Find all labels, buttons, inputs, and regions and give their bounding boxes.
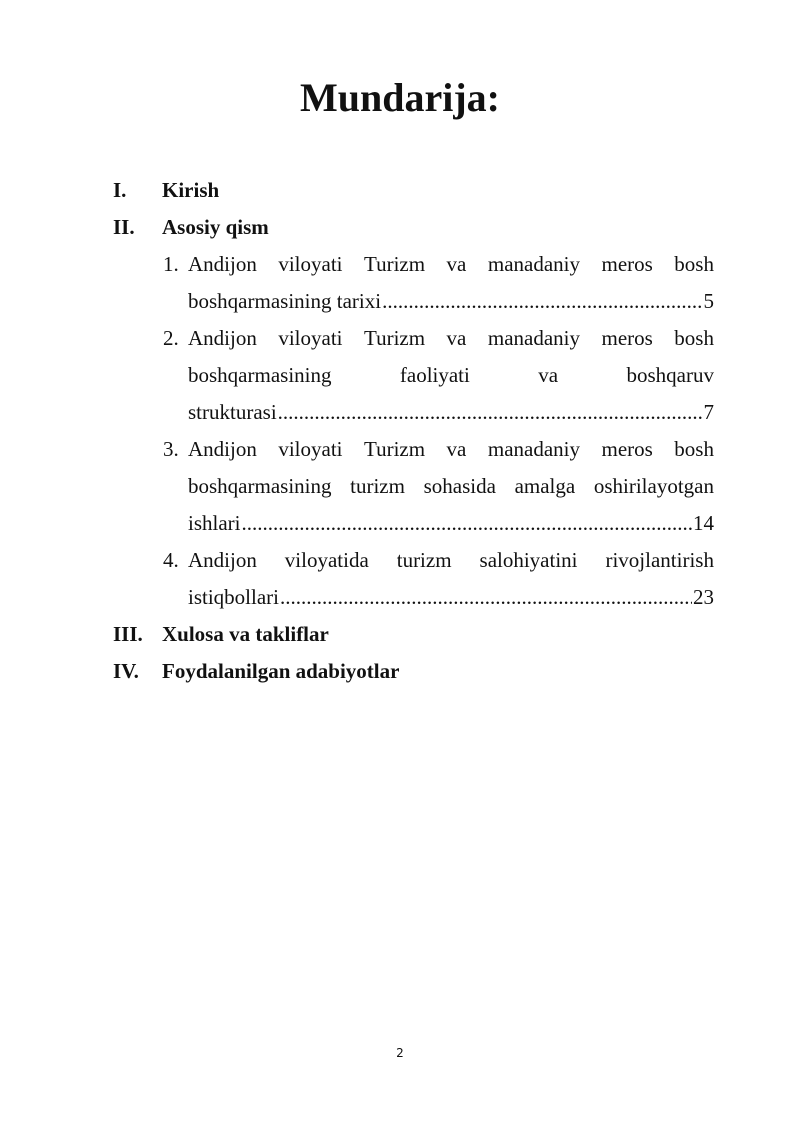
item-word: bosh xyxy=(674,437,714,461)
item-word: Andijon xyxy=(188,326,257,350)
item-word: faoliyati xyxy=(399,363,470,387)
item-final-text: strukturasi xyxy=(188,400,277,424)
item-page-number: 7 xyxy=(703,400,714,424)
item-word: viloyati xyxy=(278,437,343,461)
section-label: Kirish xyxy=(162,178,220,202)
dot-leader xyxy=(242,505,693,542)
item-word: Andijon xyxy=(188,548,257,572)
section-label: Xulosa va takliflar xyxy=(162,622,329,646)
item-word: boshqarmasining xyxy=(188,474,332,498)
item-page-number: 14 xyxy=(693,511,714,535)
item-word: manadaniy xyxy=(487,252,580,276)
item-final-text: boshqarmasining tarixi xyxy=(188,289,382,313)
item-line xyxy=(188,468,714,505)
toc-item-4 xyxy=(163,542,714,616)
item-number: 2. xyxy=(163,326,179,350)
item-word: turizm xyxy=(396,548,452,572)
toc-item-3 xyxy=(163,431,714,542)
item-word: Andijon xyxy=(188,437,257,461)
item-number: 1. xyxy=(163,252,179,276)
item-word: meros xyxy=(601,326,653,350)
item-number: 4. xyxy=(163,548,179,572)
section-label: Foydalanilgan adabiyotlar xyxy=(162,659,400,683)
section-numeral: IV. xyxy=(113,659,139,683)
item-word: turizm xyxy=(350,474,405,498)
item-line xyxy=(188,431,714,468)
item-word: oshirilayotgan xyxy=(593,474,714,498)
item-word: va xyxy=(446,252,467,276)
item-word: Turizm xyxy=(363,326,426,350)
toc-item-2 xyxy=(163,320,714,431)
dot-leader xyxy=(278,394,703,431)
item-word: viloyati xyxy=(278,252,343,276)
item-word: meros xyxy=(601,437,653,461)
item-leader-line xyxy=(188,283,714,320)
item-leader-line xyxy=(188,505,714,542)
item-word: manadaniy xyxy=(487,326,580,350)
item-word: amalga xyxy=(514,474,576,498)
item-word: manadaniy xyxy=(487,437,580,461)
dot-leader xyxy=(280,579,692,616)
item-final-text: ishlari xyxy=(188,511,241,535)
item-page-number: 23 xyxy=(693,585,714,609)
item-word: viloyati xyxy=(278,326,343,350)
item-word: va xyxy=(538,363,559,387)
item-word: meros xyxy=(601,252,653,276)
item-word: viloyatida xyxy=(284,548,369,572)
item-word: Turizm xyxy=(363,437,426,461)
item-final-text: istiqbollari xyxy=(188,585,279,609)
item-word: Andijon xyxy=(188,252,257,276)
section-numeral: I. xyxy=(113,178,127,202)
section-label: Asosiy qism xyxy=(162,215,269,239)
item-number: 3. xyxy=(163,437,179,461)
item-line xyxy=(188,542,714,579)
item-line xyxy=(188,246,714,283)
item-leader-line xyxy=(188,579,714,616)
item-word: boshqaruv xyxy=(626,363,714,387)
item-page-number: 5 xyxy=(703,289,714,313)
item-word: bosh xyxy=(674,326,714,350)
section-numeral: III. xyxy=(113,622,143,646)
dot-leader xyxy=(382,283,702,320)
item-line xyxy=(188,320,714,357)
item-leader-line xyxy=(188,394,714,431)
item-line xyxy=(188,357,714,394)
page-title: Mundarija: xyxy=(300,75,500,120)
toc-item-1 xyxy=(163,246,714,320)
item-word: va xyxy=(446,326,467,350)
item-word: boshqarmasining xyxy=(188,363,332,387)
item-word: rivojlantirish xyxy=(605,548,714,572)
section-numeral: II. xyxy=(113,215,135,239)
item-word: va xyxy=(446,437,467,461)
item-word: bosh xyxy=(674,252,714,276)
page-number: 2 xyxy=(396,1046,404,1060)
item-word: Turizm xyxy=(363,252,426,276)
item-word: salohiyatini xyxy=(479,548,578,572)
item-word: sohasida xyxy=(423,474,496,498)
